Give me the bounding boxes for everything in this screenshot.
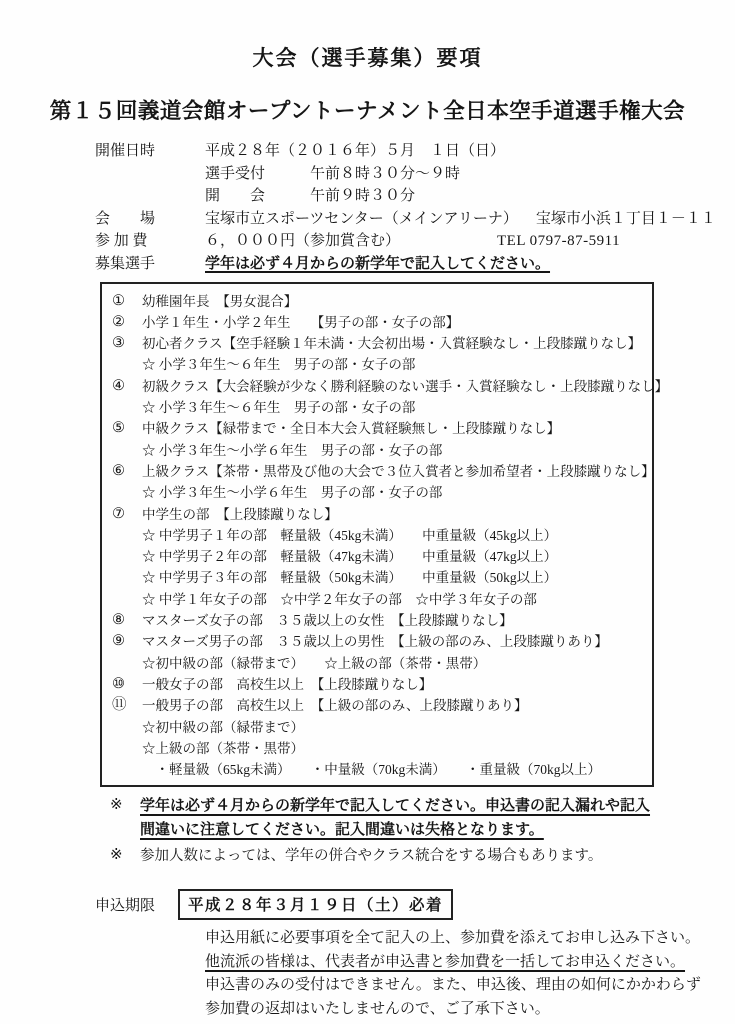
note-text: 参加人数によっては、学年の併合やクラス統合をする場合もあります。 [140,848,603,865]
category-number [112,482,142,503]
fee-value: ６，０００円（参加賞含む） [205,233,401,250]
category-number [112,717,142,738]
category-subline [112,546,644,567]
category-number: ① [112,292,125,309]
application-instruction-line: 参加費の返却はいたしませんので、ご了承下さい。 [205,1001,550,1018]
category-number [112,589,142,610]
category-number [112,759,142,780]
category-number: ⑧ [112,612,125,629]
info-value: 開 会 午前９時３０分 [205,188,416,205]
category-line [112,418,644,439]
category-line [112,695,644,716]
category-subline [112,589,644,610]
category-subline [112,525,644,546]
category-number [112,738,142,759]
info-value: 平成２８年（２０１６年）５月 １日（日） [205,143,506,159]
document-title: 大会（選手募集）要項 [252,46,483,70]
info-row-date [95,140,735,163]
category-number: ⑨ [112,633,125,650]
info-label: 開催日時 [95,143,156,159]
note-marker: ※ [110,847,123,864]
application-instructions [205,927,735,1022]
application-section [95,889,735,1022]
category-text: ☆初中級の部（緑帯まで） ☆上級の部（茶帯・黒帯） [142,655,487,671]
info-row-venue [95,208,735,231]
categories-box [100,282,669,788]
application-instruction-line: 申込書のみの受付はできません。また、申込後、理由の如何にかかわらず [205,977,701,994]
phone-number: TEL 0797-87-5911 [497,233,621,250]
category-line [112,312,644,333]
category-number: ⑥ [112,462,125,479]
info-row-reception [95,163,735,186]
info-label [95,163,205,186]
info-label [95,185,205,208]
application-instruction-line: 他流派の皆様は、代表者が申込書と参加費を一括してお申込ください。 [205,953,686,970]
category-text: 初級クラス【大会経験が少なく勝利経験のない選手・入賞経験なし・上段膝蹴りなし】 [142,378,669,394]
category-line [112,461,655,482]
category-text: ☆ 小学３年生～６年生 男子の部・女子の部 [142,357,416,373]
info-section [95,140,735,276]
info-label: 募集選手 [95,255,156,272]
category-subline [112,567,644,588]
category-subline [112,738,644,759]
category-number [112,567,142,588]
info-value: 選手受付 午前８時３０分～９時 [205,165,461,182]
note-grade-warning [110,795,735,842]
category-number [112,546,142,567]
category-text: 一般女子の部 高校生以上 【上段膝蹴りなし】 [142,676,433,692]
category-subline [112,397,644,418]
application-deadline-label: 申込期限 [95,897,156,914]
note-text: 学年は必ず４月からの新学年で記入してください。申込書の記入漏れや記入間違いに注意してください。記入間違いは失格となります。 [140,798,651,838]
category-number [112,397,142,418]
category-text: ☆ 中学１年女子の部 ☆中学２年女子の部 ☆中学３年女子の部 [142,591,537,607]
category-subline [112,653,644,674]
category-text: マスターズ男子の部 ３５歳以上の男性 【上級の部のみ、上段膝蹴りあり】 [142,634,608,650]
category-text: 中学生の部 【上段膝蹴りなし】 [142,506,338,522]
category-text: 初心者クラス【空手経験１年未満・大会初出場・入賞経験なし・上段膝蹴りなし】 [142,336,642,352]
venue-address: 宝塚市小浜１丁目１－１１ [535,210,716,227]
category-line [112,291,644,312]
category-number: ③ [112,335,125,352]
category-text: ☆ 中学男子３年の部 軽量級（50kg未満） 中重量級（50kg以上） [142,570,558,586]
category-text: 上級クラス【茶帯・黒帯及び他の大会で３位入賞者と参加希望者・上段膝蹴りなし】 [142,463,655,479]
info-row-opening [95,185,735,208]
category-text: ☆ 小学３年生～６年生 男子の部・女子の部 [142,400,416,416]
category-number: ⑩ [112,675,125,692]
category-number: ⑪ [112,697,127,714]
category-line [112,631,644,652]
note-marker: ※ [110,797,123,814]
category-line [112,504,644,525]
notes-section [110,795,735,869]
category-number: ④ [112,377,125,394]
category-text: ☆ 小学３年生～小学６年生 男子の部・女子の部 [142,442,443,458]
venue-name: 宝塚市立スポーツセンター（メインアリーナ） [205,210,518,227]
category-subline [112,759,644,780]
category-text: ・軽量級（65kg未満） ・中量級（70kg未満） ・重量級（70kg以上） [142,762,601,778]
application-instruction-line: 申込用紙に必要事項を全て記入の上、参加費を添えてお申し込み下さい。 [205,929,701,946]
info-row-recruit [95,253,735,276]
info-label: 参 加 費 [95,233,148,250]
category-text: 一般男子の部 高校生以上 【上級の部のみ、上段膝蹴りあり】 [142,698,528,714]
note-class-merge [110,845,735,869]
application-deadline-row [95,889,735,920]
category-number [112,653,142,674]
category-number [112,440,142,461]
category-text: ☆上級の部（茶帯・黒帯） [142,740,304,756]
category-line [112,674,644,695]
category-number: ⑦ [112,505,125,522]
category-number [112,525,142,546]
category-text: ☆初中級の部（緑帯まで） [142,719,304,735]
category-subline [112,717,644,738]
category-text: ☆ 小学３年生～小学６年生 男子の部・女子の部 [142,485,443,501]
category-text: ☆ 中学男子１年の部 軽量級（45kg未満） 中重量級（45kg以上） [142,527,558,543]
category-text: 中級クラス【緑帯まで・全日本大会入賞経験無し・上段膝蹴りなし】 [142,421,561,437]
application-deadline-box: 平成２８年３月１９日（土）必着 [178,889,453,920]
info-row-fee [95,230,735,253]
category-number: ② [112,313,125,330]
category-number [112,354,142,375]
category-number: ⑤ [112,420,125,437]
category-subline [112,354,644,375]
category-line [112,610,644,631]
tournament-title: 第１５回義道会館オープントーナメント全日本空手道選手権大会 [49,99,686,123]
category-subline [112,482,644,503]
category-text: 幼稚園年長 【男女混合】 [142,293,298,309]
category-text: 小学１年生・小学２年生 【男子の部・女子の部】 [142,314,460,330]
category-text: マスターズ女子の部 ３５歳以上の女性 【上段膝蹴りなし】 [142,613,513,629]
info-label: 会 場 [95,210,156,227]
category-text: ☆ 中学男子２年の部 軽量級（47kg未満） 中重量級（47kg以上） [142,549,558,565]
grade-warning: 学年は必ず４月からの新学年で記入してください。 [205,255,551,272]
category-line [112,376,669,397]
category-line [112,333,644,354]
category-subline [112,440,644,461]
